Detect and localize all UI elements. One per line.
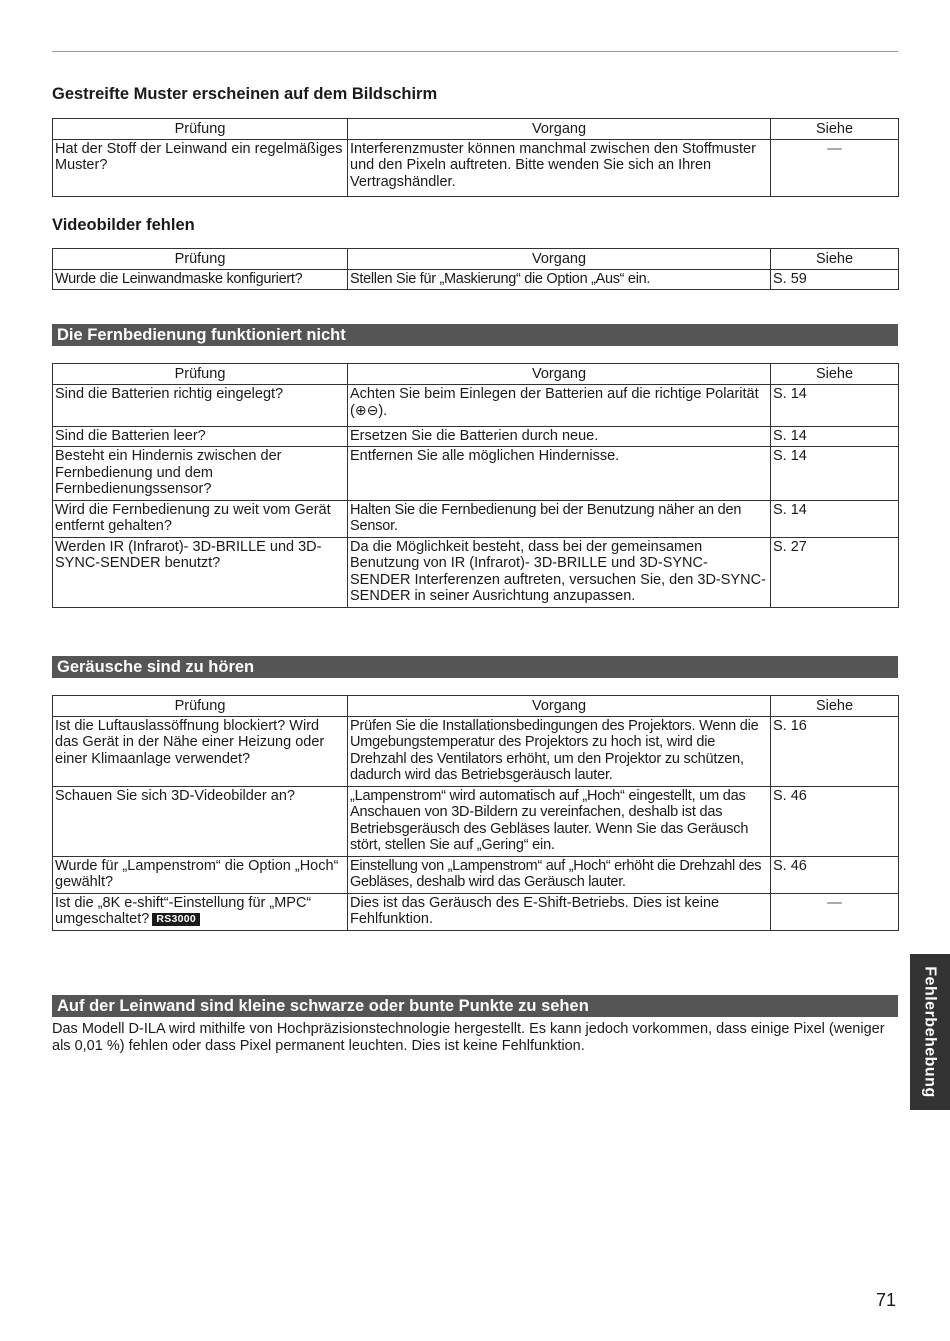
chapter-tab-label: Fehlerbehebung [922, 966, 940, 1098]
cell-check: Wurde die Leinwandmaske konfiguriert? [53, 269, 348, 290]
polarity-icon: ⊕⊖ [354, 402, 379, 418]
cell-ref: S. 14 [771, 500, 899, 537]
header-action: Vorgang [348, 696, 771, 717]
cell-action: Stellen Sie für „Maskierung“ die Option „Aus“ ein. [348, 269, 771, 290]
troubleshooting-table [52, 363, 899, 608]
top-rule [52, 51, 898, 52]
troubleshooting-table [52, 118, 899, 197]
table-row [53, 447, 899, 501]
cell-action: Dies ist das Geräusch des E-Shift-Betriebs. Dies ist keine Fehlfunktion. [348, 893, 771, 930]
header-check: Prüfung [53, 249, 348, 270]
table-row [53, 500, 899, 537]
table-row [53, 537, 899, 607]
cell-action: Entfernen Sie alle möglichen Hindernisse. [348, 447, 771, 501]
cell-check [53, 893, 348, 930]
table-row [53, 269, 899, 290]
cell-check: Ist die Luftauslassöffnung blockiert? Wird das Gerät in der Nähe einer Heizung oder einer Klimaanlage verwendet? [53, 716, 348, 786]
cell-ref: S. 14 [771, 384, 899, 426]
table-row [53, 716, 899, 786]
header-action: Vorgang [348, 364, 771, 385]
cell-action: Halten Sie die Fernbedienung bei der Benutzung näher an den Sensor. [348, 500, 771, 537]
table-header-row [53, 364, 899, 385]
cell-check: Wurde für „Lampenstrom“ die Option „Hoch“ gewählt? [53, 856, 348, 893]
troubleshooting-table [52, 695, 899, 931]
header-check: Prüfung [53, 696, 348, 717]
header-check: Prüfung [53, 364, 348, 385]
header-ref: Siehe [771, 119, 899, 140]
chapter-tab [910, 954, 950, 1110]
cell-check: Sind die Batterien richtig eingelegt? [53, 384, 348, 426]
cell-action: Einstellung von „Lampenstrom“ auf „Hoch“ erhöht die Drehzahl des Gebläses, deshalb wird das Geräusch lauter. [348, 856, 771, 893]
table-header-row [53, 119, 899, 140]
cell-action: Ersetzen Sie die Batterien durch neue. [348, 426, 771, 447]
cell-check: Sind die Batterien leer? [53, 426, 348, 447]
table-header-row [53, 249, 899, 270]
header-ref: Siehe [771, 696, 899, 717]
action-text: Achten Sie beim Einlegen der Batterien auf die richtige Polarität ( [350, 385, 759, 419]
page-number: 71 [876, 1290, 897, 1310]
table-row [53, 856, 899, 893]
cell-check: Besteht ein Hindernis zwischen der Fernbedienung und dem Fernbedienungssensor? [53, 447, 348, 501]
section-noise [52, 656, 898, 931]
table-row [53, 139, 899, 196]
model-badge: RS3000 [152, 913, 200, 926]
troubleshooting-table [52, 248, 899, 290]
section-paragraph: Das Modell D-ILA wird mithilfe von Hochpräzisionstechnologie hergestellt. Es kann jedoch vorkommen, dass einige Pixel (weniger als 0,01 %) fehlen oder dass Pixel permanent leuchten. Dies ist keine Fehlfunktion. [52, 1021, 885, 1054]
header-ref: Siehe [771, 249, 899, 270]
section-dots [52, 995, 898, 1055]
header-check: Prüfung [53, 119, 348, 140]
cell-check: Schauen Sie sich 3D-Videobilder an? [53, 786, 348, 856]
cell-ref: S. 46 [771, 786, 899, 856]
table-row [53, 786, 899, 856]
cell-action: „Lampenstrom“ wird automatisch auf „Hoch“ eingestellt, um das Anschauen von 3D-Bildern zu vereinfachen, deshalb ist das Betriebsgeräusch des Gebläses lauter. Wenn Sie das Geräusch stört, stellen Sie auf „Gering“ ein. [348, 786, 771, 856]
cell-ref: S. 27 [771, 537, 899, 607]
cell-ref: — [771, 893, 899, 930]
cell-action: Interferenzmuster können manchmal zwischen den Stoffmuster und den Pixeln auftreten. Bitte wenden Sie sich an Ihren Vertragshändler. [348, 139, 771, 196]
cell-check: Hat der Stoff der Leinwand ein regelmäßiges Muster? [53, 139, 348, 196]
section-title-bar: Geräusche sind zu hören [52, 656, 898, 678]
section-title-bar: Die Fernbedienung funktioniert nicht [52, 324, 898, 346]
section-title: Videobilder fehlen [52, 216, 195, 234]
cell-ref: S. 14 [771, 447, 899, 501]
cell-action: Prüfen Sie die Installationsbedingungen des Projektors. Wenn die Umgebungstemperatur des Projektors zu hoch ist, wird die Drehzahl des Ventilators erhöht, um den Projektor zu schützen, dadurch wird das Betriebsgeräusch lauter. [348, 716, 771, 786]
cell-ref: S. 46 [771, 856, 899, 893]
header-action: Vorgang [348, 249, 771, 270]
cell-action [348, 384, 771, 426]
cell-ref: S. 14 [771, 426, 899, 447]
action-text-end: ). [378, 403, 388, 419]
cell-ref: S. 16 [771, 716, 899, 786]
header-action: Vorgang [348, 119, 771, 140]
check-text: Ist die „8K e-shift“-Einstellung für „MPC“ umgeschaltet? [55, 894, 312, 927]
cell-action: Da die Möglichkeit besteht, dass bei der gemeinsamen Benutzung von IR (Infrarot)- 3D-BRILLE und 3D-SYNC-SENDER Interferenzen auftreten, versuchen Sie, den 3D-SYNC-SENDER in seiner Ausrichtung anzupassen. [348, 537, 771, 607]
section-title: Gestreifte Muster erscheinen auf dem Bildschirm [52, 85, 438, 103]
table-row [53, 384, 899, 426]
table-header-row [53, 696, 899, 717]
section-missing-video [52, 215, 898, 290]
table-row [53, 893, 899, 930]
table-row [53, 426, 899, 447]
cell-ref: S. 59 [771, 269, 899, 290]
cell-ref: — [771, 139, 899, 196]
header-ref: Siehe [771, 364, 899, 385]
cell-check: Wird die Fernbedienung zu weit vom Gerät entfernt gehalten? [53, 500, 348, 537]
section-remote-control [52, 324, 898, 608]
section-striped-patterns [52, 84, 898, 197]
cell-check: Werden IR (Infrarot)- 3D-BRILLE und 3D-SYNC-SENDER benutzt? [53, 537, 348, 607]
section-title-bar: Auf der Leinwand sind kleine schwarze oder bunte Punkte zu sehen [52, 995, 898, 1017]
